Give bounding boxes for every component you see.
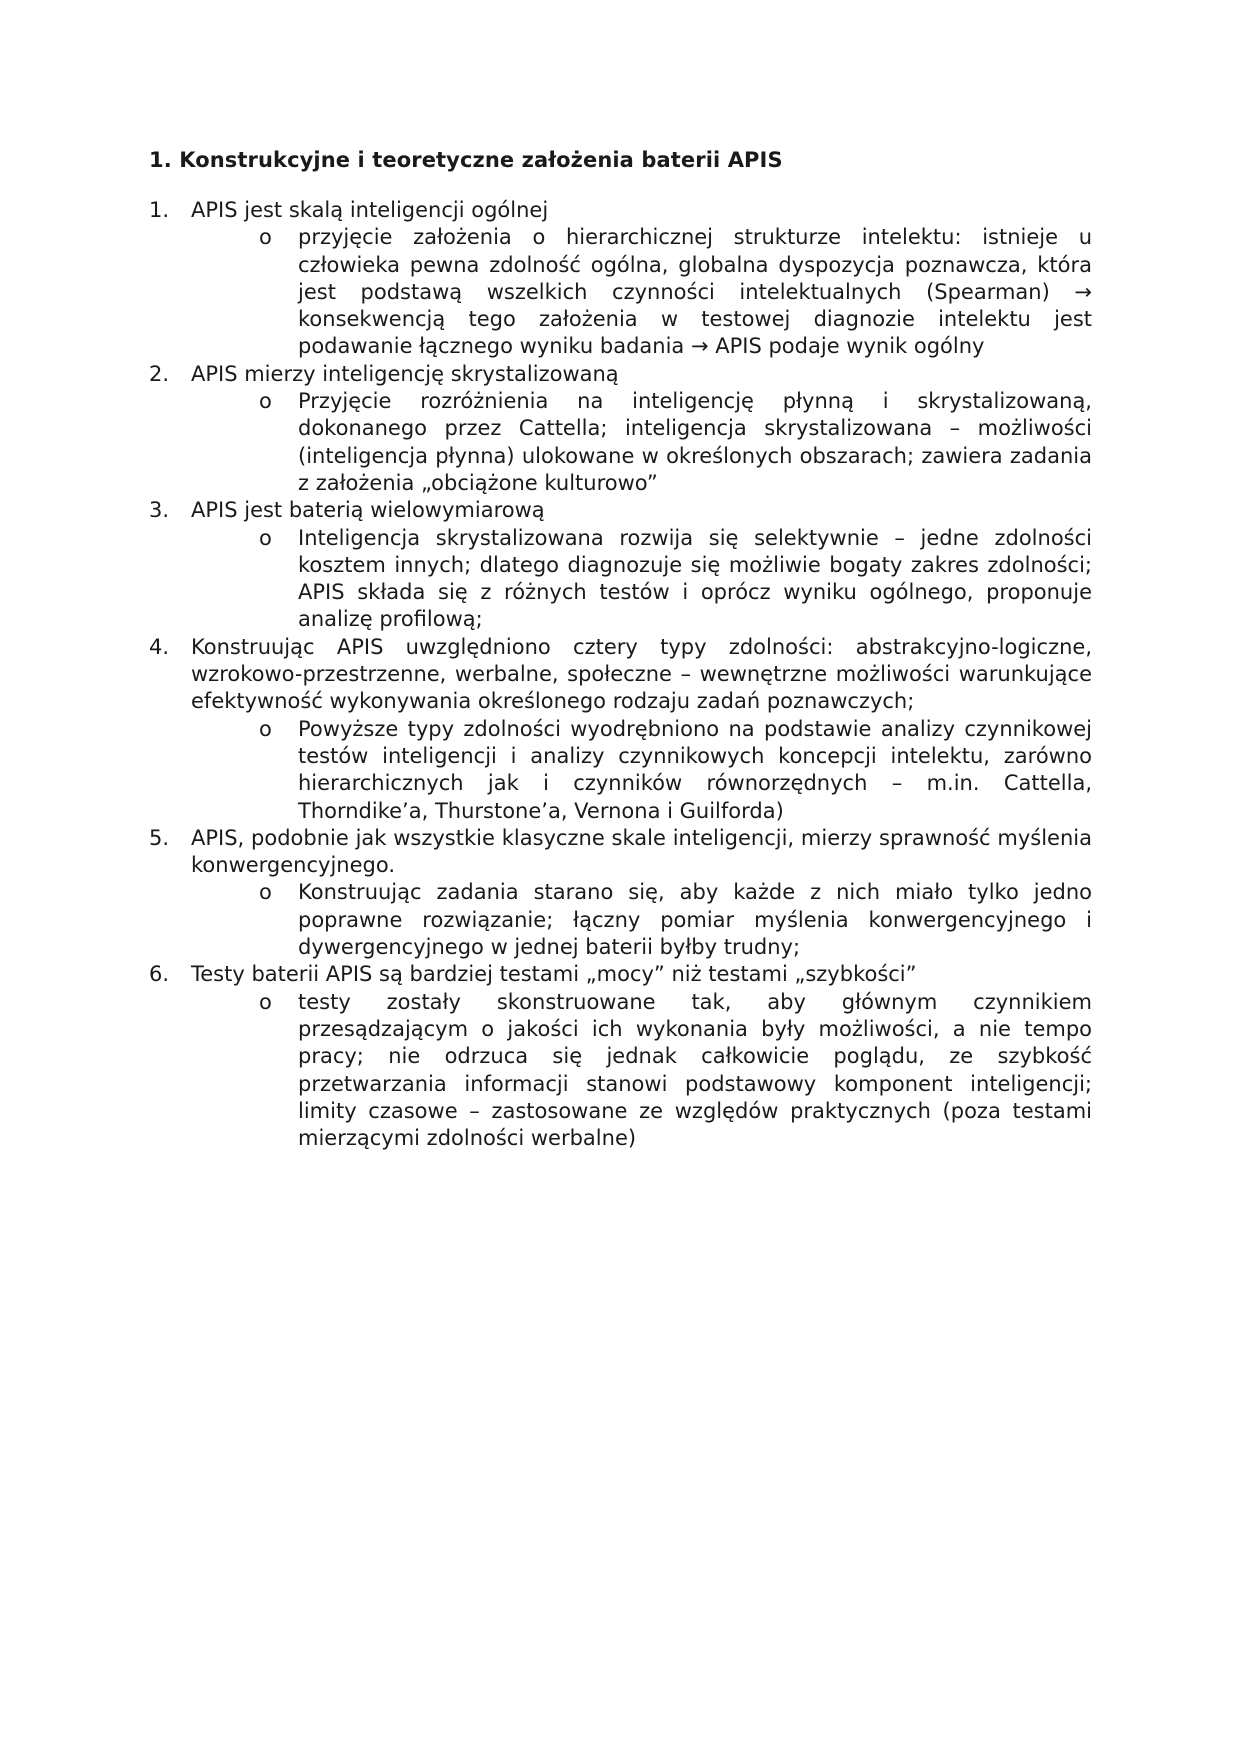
sub-list-item [149,388,1092,497]
bullet-icon: o [259,716,272,741]
sub-list-item [149,879,1092,961]
list-item [149,361,1092,388]
list-item [149,497,1092,524]
item-number: 2. [149,361,170,386]
item-number: 3. [149,498,170,523]
item-number: 5. [149,825,170,850]
sub-list-item [149,224,1092,360]
item-text: APIS jest baterią wielowymiarową [191,498,545,523]
list-item [149,197,1092,224]
item-text: APIS mierzy inteligencję skrystalizowaną [191,361,619,386]
item-text: APIS, podobnie jak wszystkie klasyczne skale inteligencji, mierzy sprawność myślenia konwergencyjnego. [191,825,1092,878]
item-text: Konstruując APIS uwzględniono cztery typy zdolności: abstrakcyjno-logiczne, wzrokowo-przestrzenne, werbalne, społeczne – wewnętrzne możliwości warunkujące efektywność wykonywania określonego rodzaju zadań poznawczych; [191,634,1092,714]
item-text: APIS jest skalą inteligencji ogólnej [191,198,549,222]
list-item [149,825,1092,880]
sub-item-text: przyjęcie założenia o hierarchicznej strukturze intelektu: istnieje u człowieka pewna zdolność ogólna, globalna dyspozycja poznawcza, która jest podstawą wszelkich czynności intelektualnych (Spearman) → konsekwencją tego założenia w testowej diagnozie intelektu jest podawanie łącznego wyniku badania → APIS podaje wynik ogólny [298,225,1092,359]
item-text: Testy baterii APIS są bardziej testami „mocy” niż testami „szybkości” [191,962,917,987]
item-number: 1. [149,198,170,222]
sub-item-text: Inteligencja skrystalizowana rozwija się selektywnie – jedne zdolności kosztem innych; dlatego diagnozuje się możliwie bogaty zakres zdolności; APIS składa się z różnych testów i oprócz wyniku ogólnego, proponuje analizę profilową; [298,525,1092,632]
sub-item-text: Przyjęcie rozróżnienia na inteligencję płynną i skrystalizowaną, dokonanego przez Cattella; inteligencja skrystalizowana – możliwości (inteligencja płynna) ulokowane w określonych obszarach; zawiera zadania z założenia „obciążone kulturowo” [298,389,1092,495]
section-heading: 1. Konstrukcyjne i teoretyczne założenia baterii APIS [149,148,783,172]
sub-item-text: Powyższe typy zdolności wyodrębniono na podstawie analizy czynnikowej testów inteligencji i analizy czynnikowych koncepcji intelektu, zarówno hierarchicznych jak i czynników równorzędnych – m.in. Cattella, Thorndike’a, Thurstone’a, Vernona i Guilforda) [298,716,1092,823]
bullet-icon: o [259,989,272,1014]
bullet-icon: o [259,389,272,414]
bullet-icon: o [259,225,272,250]
item-number: 4. [149,634,170,659]
list-item [149,634,1092,716]
list-item [149,961,1092,988]
bullet-icon: o [259,880,272,905]
sub-item-text: Konstruując zadania starano się, aby każde z nich miało tylko jedno poprawne rozwiązanie; łączny pomiar myślenia konwergencyjnego i dywergencyjnego w jednej baterii byłby trudny; [298,880,1092,960]
sub-list-item [149,525,1092,634]
sub-list-item [149,716,1092,825]
numbered-list [149,197,1092,1152]
item-number: 6. [149,962,170,987]
bullet-icon: o [259,525,272,550]
sub-item-text: testy zostały skonstruowane tak, aby głównym czynnikiem przesądzającym o jakości ich wykonania były możliwości, a nie tempo pracy; nie odrzuca się jednak całkowicie poglądu, ze szybkość przetwarzania informacji stanowi podstawowy komponent inteligencji; limity czasowe – zastosowane ze względów praktycznych (poza testami mierzącymi zdolności werbalne) [298,989,1092,1151]
sub-list-item [149,989,1092,1153]
